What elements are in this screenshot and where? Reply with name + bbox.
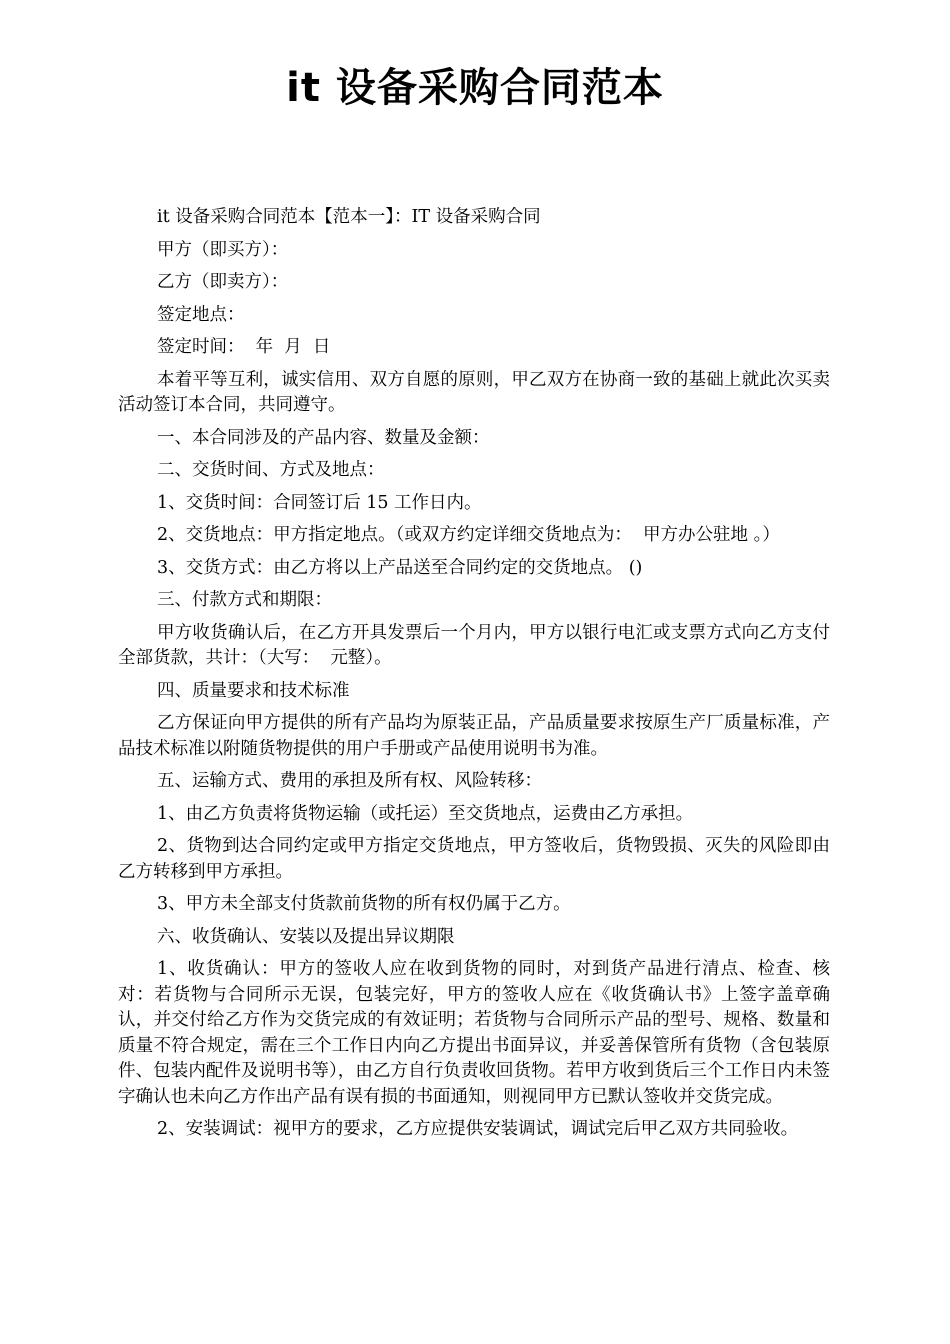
paragraph-party-a: 甲方（即买方）：	[157, 239, 289, 260]
paragraph-sign-place: 签定地点：	[157, 304, 245, 325]
section-heading-6: 六、收货确认、安装以及提出异议期限	[157, 926, 455, 947]
section-heading-1: 一、本合同涉及的产品内容、数量及金额：	[157, 427, 490, 448]
clause-2-2: 2、交货地点：甲方指定地点。（或双方约定详细交货地点为： 甲方办公驻地 。）	[157, 525, 780, 545]
section-heading-5: 五、运输方式、费用的承担及所有权、风险转移：	[157, 771, 542, 791]
paragraph-preamble: 本着平等互利，诚实信用、双方自愿的原则，甲乙双方在协商一致的基础上就此次买卖活动签订本合同，共同遵守。	[118, 369, 830, 415]
document-body	[118, 205, 830, 1150]
section-heading-2: 二、交货时间、方式及地点：	[157, 460, 385, 480]
paragraph-party-b: 乙方（即卖方）：	[157, 272, 289, 292]
clause-3-body: 甲方收货确认后，在乙方开具发票后一个月内，甲方以银行电汇或支票方式向乙方支付全部货款，共计：（大写： 元整）。	[118, 622, 830, 668]
clause-5-1: 1、由乙方负责将货物运输（或托运）至交货地点，运费由乙方承担。	[157, 803, 694, 824]
clause-4-body: 乙方保证向甲方提供的所有产品均为原装正品，产品质量要求按原生产厂质量标准，产品技术标准以附随货物提供的用户手册或产品使用说明书为准。	[118, 713, 830, 759]
clause-2-1: 1、交货时间：合同签订后 15 工作日内。	[157, 492, 482, 513]
section-heading-3: 三、付款方式和期限：	[157, 590, 332, 610]
clause-6-1: 1、收货确认：甲方的签收人应在收到货物的同时，对到货产品进行清点、检查、核对：若货物与合同所示无误，包装完好，甲方的签收人应在《收货确认书》上签字盖章确认，并交付给乙方作为交货完成的有效证明；若货物与合同所示产品的型号、规格、数量和质量不符合规定，需在三个工作日内向乙方提出书面异议，并妥善保管所有货物（含包装原件、包装内配件及说明书等），由乙方自行负责收回货物。若甲方收到货后三个工作日内未签字确认也未向乙方作出产品有误有损的书面通知，则视同甲方已默认签收并交货完成。	[118, 959, 830, 1107]
clause-6-2: 2、安装调试：视甲方的要求，乙方应提供安装调试，调试完后甲乙双方共同验收。	[157, 1119, 799, 1139]
paragraph-sign-date: 签定时间： 年 月 日	[157, 337, 331, 357]
clause-5-3: 3、甲方未全部支付货款前货物的所有权仍属于乙方。	[157, 894, 571, 914]
clause-5-2: 2、货物到达合同约定或甲方指定交货地点，甲方签收后，货物毁损、灭失的风险即由乙方转移到甲方承担。	[118, 836, 830, 882]
clause-2-3: 3、交货方式：由乙方将以上产品送至合同约定的交货地点。 ()	[157, 557, 643, 578]
section-heading-4: 四、质量要求和技术标准	[157, 680, 350, 701]
paragraph-intro: it 设备采购合同范本【范本一】：IT 设备采购合同	[157, 207, 541, 227]
document-title: it 设备采购合同范本	[286, 65, 664, 111]
